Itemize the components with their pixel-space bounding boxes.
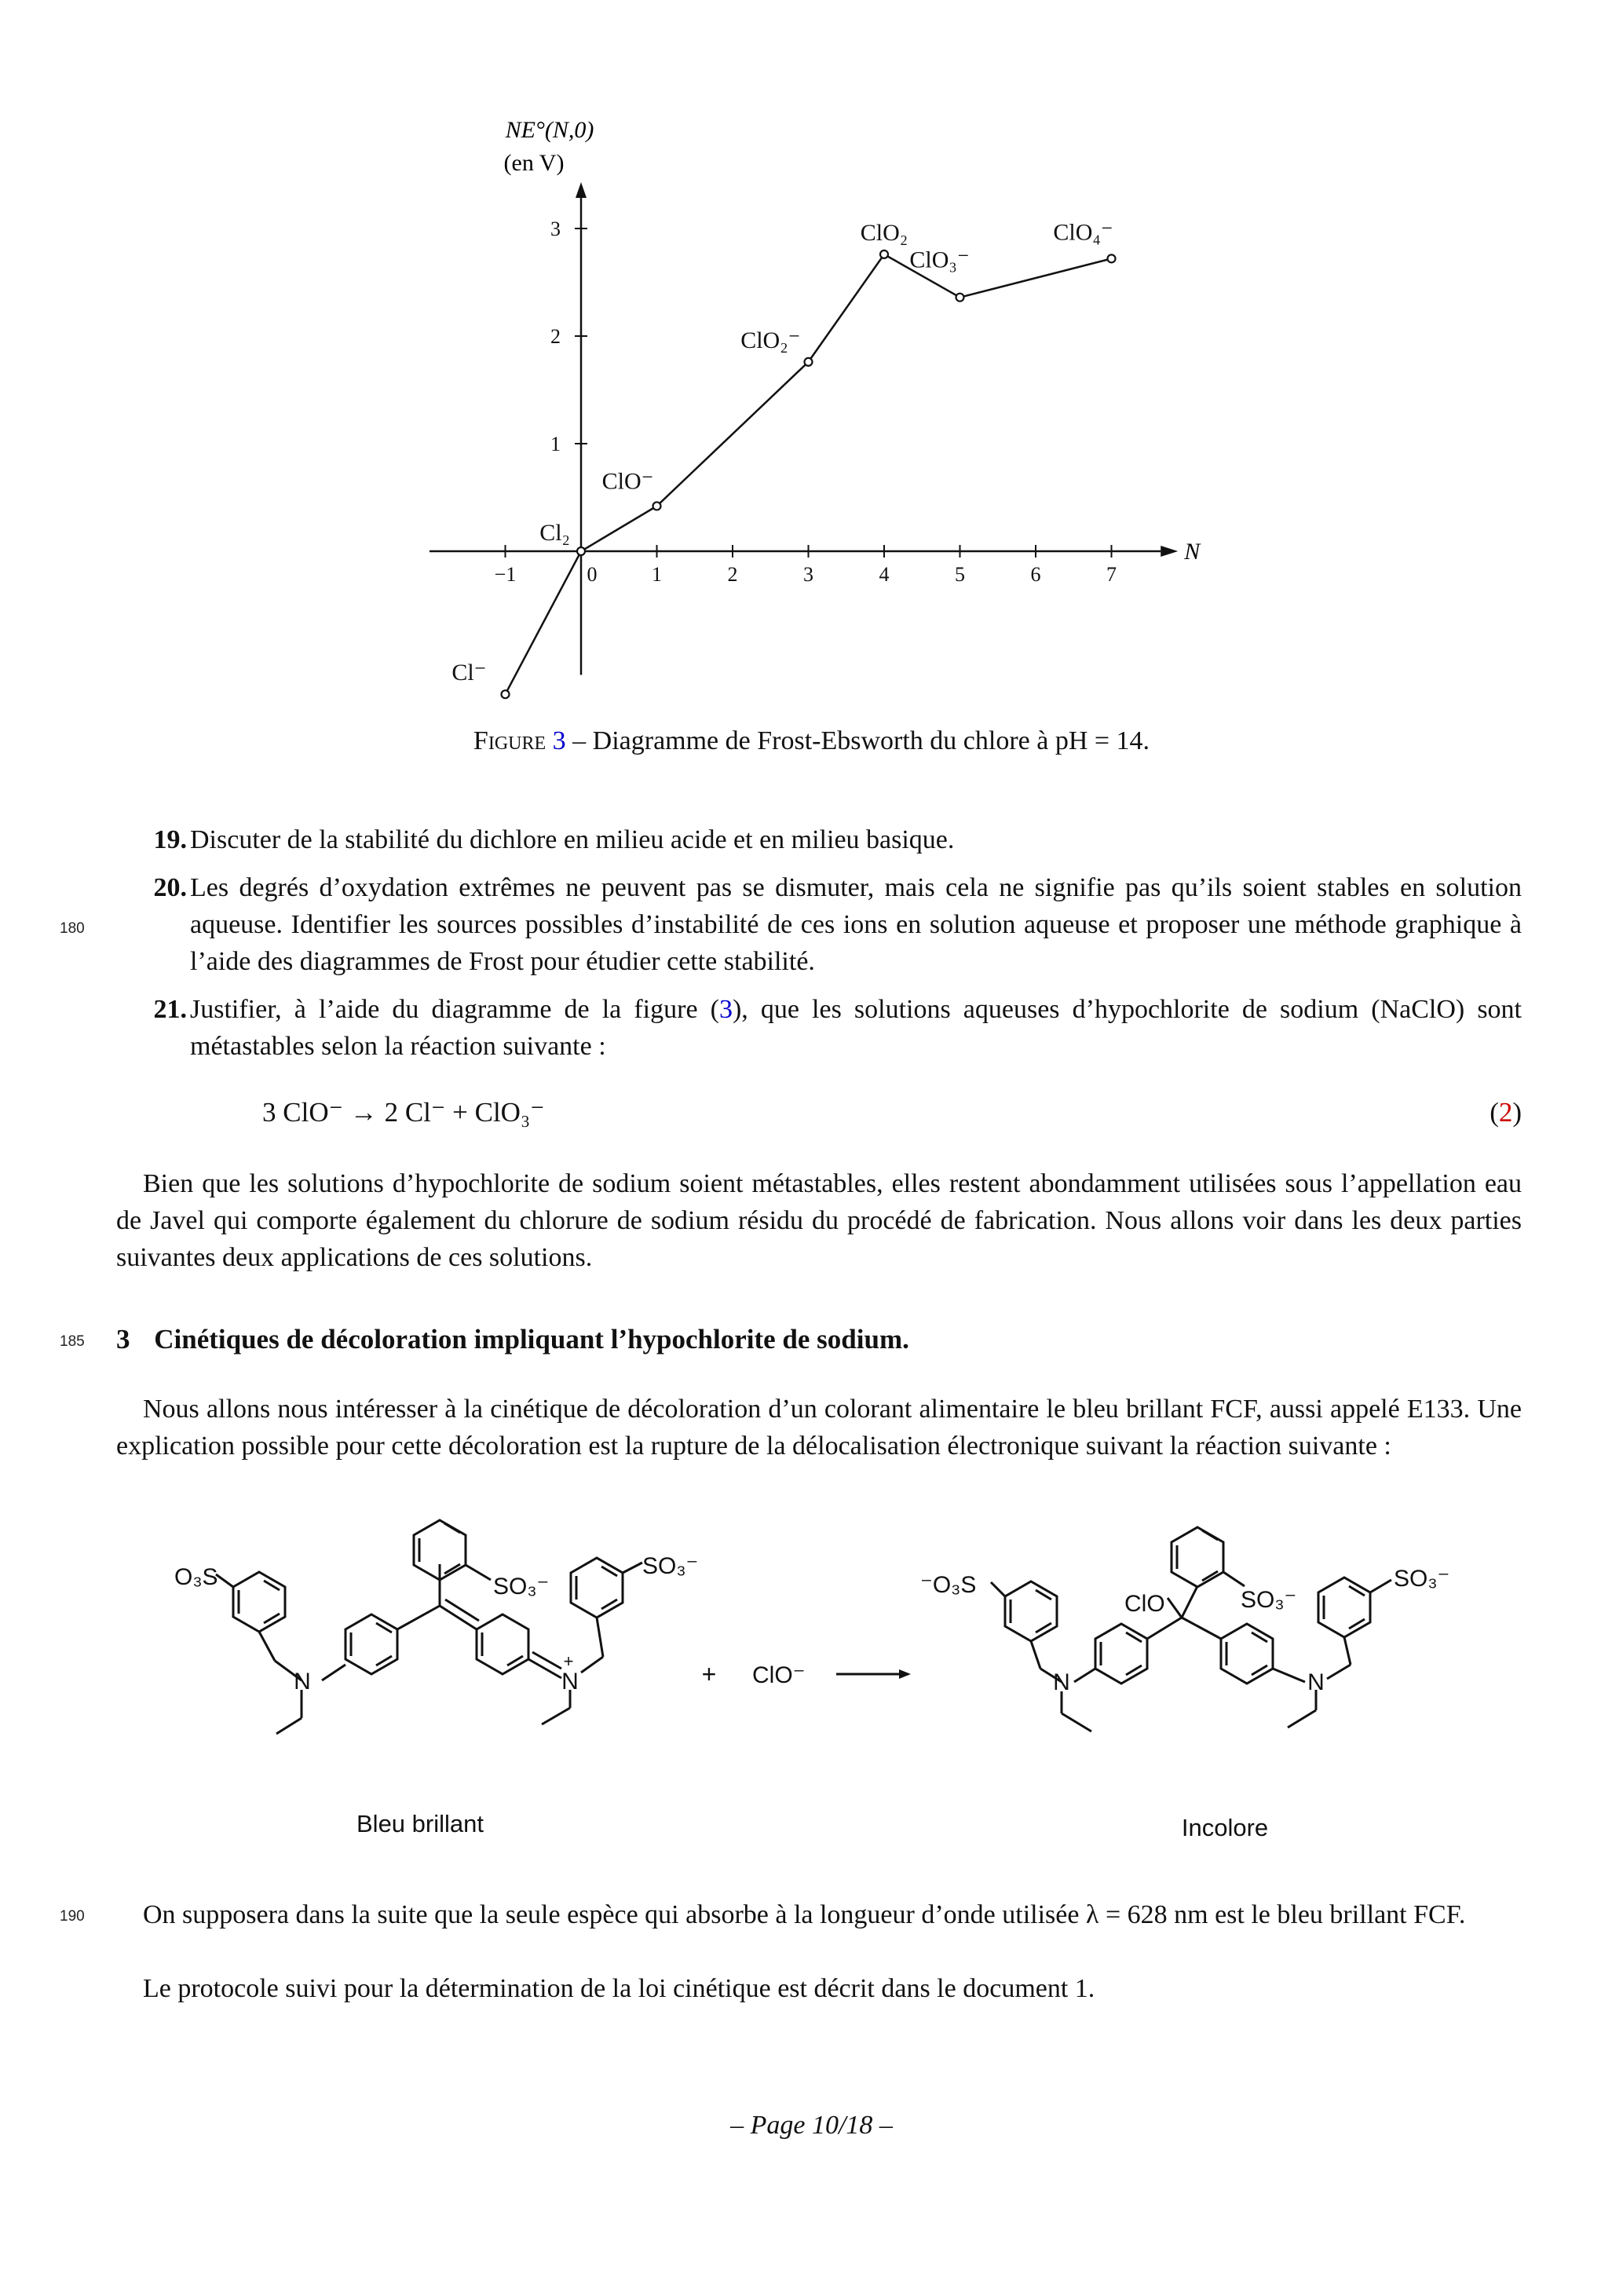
line-number: 185 xyxy=(60,1333,85,1350)
bond xyxy=(597,1618,603,1657)
benzene-ring xyxy=(1221,1624,1273,1684)
x-tick-label: −1 xyxy=(494,563,517,586)
paragraph-javel: Bien que les solutions d’hypochlorite de sodium soient métastables, elles restent abondamment utilisées sous l’appellation eau de Javel qui comporte également du chlorure de sodium résidu du procédé de fabrication. Nous allons voir dans les deux parties suivantes deux applications de ces solutions. xyxy=(116,1169,1522,1272)
data-point xyxy=(956,294,964,302)
data-point xyxy=(577,547,585,555)
bond xyxy=(1288,1710,1316,1727)
data-label: ClO₂ xyxy=(860,219,908,246)
question-number: 19. xyxy=(153,825,187,854)
data-point xyxy=(805,358,813,366)
positive-charge: + xyxy=(563,1651,574,1671)
bond xyxy=(466,1565,491,1580)
product-structure xyxy=(920,1527,1449,1731)
y-axis-unit: (en V) xyxy=(503,150,565,176)
plus-sign: + xyxy=(701,1660,717,1688)
y-tick-label: 1 xyxy=(550,433,561,455)
bond xyxy=(397,1606,440,1629)
reaction-scheme xyxy=(0,1508,1623,1853)
x-tick-label: 1 xyxy=(652,563,662,586)
x-tick-label: 0 xyxy=(587,563,598,586)
figure-caption-label: Figure xyxy=(473,726,546,755)
figure-caption-number[interactable]: 3 xyxy=(552,726,566,755)
data-point xyxy=(502,690,510,698)
data-point xyxy=(880,250,888,258)
bond xyxy=(216,1574,233,1587)
bond xyxy=(542,1708,570,1724)
question-19 xyxy=(116,821,1522,858)
bond xyxy=(1223,1572,1245,1586)
hypochlorite-reagent: ClO⁻ xyxy=(752,1662,806,1688)
x-axis-arrow xyxy=(1161,546,1178,557)
data-label: ClO₃⁻ xyxy=(909,247,970,273)
bond xyxy=(1273,1669,1305,1682)
so3-group: ⁻O₃S xyxy=(920,1572,977,1598)
frost-curve xyxy=(506,254,1112,694)
figure-caption xyxy=(0,724,1623,759)
question-number: 20. xyxy=(153,873,187,902)
chart-series xyxy=(451,219,1115,698)
bond xyxy=(1147,1618,1182,1639)
bond xyxy=(1062,1713,1091,1731)
bond xyxy=(276,1718,302,1734)
equation-2: 3 ClO⁻ → 2 Cl⁻ + ClO₃⁻ xyxy=(262,1097,545,1128)
nitrogen-atom: N xyxy=(294,1669,311,1695)
bond xyxy=(259,1632,275,1661)
section-number: 3 xyxy=(116,1324,130,1355)
data-label: Cl⁻ xyxy=(451,660,487,686)
product-label: Incolore xyxy=(1181,1814,1269,1841)
bond xyxy=(440,1606,477,1629)
data-label: ClO⁻ xyxy=(601,468,654,495)
y-tick-label: 3 xyxy=(550,218,561,240)
question-text-a: Justifier, à l’aide du diagramme de la figure ( xyxy=(190,995,719,1024)
question-20 xyxy=(116,869,1522,980)
y-axis-label xyxy=(504,117,594,176)
question-number: 21. xyxy=(153,995,187,1024)
figure-reference-link[interactable]: 3 xyxy=(718,995,733,1024)
bond xyxy=(528,1659,561,1678)
bond xyxy=(623,1563,642,1573)
so3-group: SO₃⁻ xyxy=(1394,1566,1450,1592)
bond xyxy=(581,1657,603,1673)
x-tick-label: 5 xyxy=(955,563,965,586)
x-tick-label: 2 xyxy=(727,563,738,586)
chart-axes xyxy=(430,182,1178,675)
benzene-ring xyxy=(571,1558,623,1618)
bond xyxy=(1182,1618,1221,1639)
page-footer: – Page 10/18 – xyxy=(730,2111,893,2140)
x-tick-label: 7 xyxy=(1106,563,1117,586)
data-point xyxy=(1108,254,1116,262)
data-label: ClO₄⁻ xyxy=(1053,219,1113,246)
benzene-ring xyxy=(1172,1527,1223,1587)
x-axis-title: N xyxy=(1184,539,1201,565)
quinoid-ring xyxy=(477,1614,528,1674)
nitrogen-atom: N xyxy=(1307,1669,1325,1695)
double-bond xyxy=(1202,1530,1218,1540)
data-label: Cl₂ xyxy=(539,520,570,546)
benzene-ring xyxy=(1318,1578,1370,1637)
bond xyxy=(1182,1586,1197,1618)
double-bond xyxy=(444,1523,460,1533)
paragraph-kinetics-intro: Nous allons nous intéresser à la cinétique de décoloration d’un colorant alimentaire le bleu brillant FCF, aussi appelé E133. Une explication possible pour cette décoloration est la rupture de la délocalisation électronique suivant la réaction suivante : xyxy=(116,1395,1522,1461)
figure-caption-text: Diagramme de Frost-Ebsworth du chlore à pH = 14. xyxy=(592,726,1150,755)
benzene-ring xyxy=(1095,1624,1147,1684)
paragraph-absorbance: On supposera dans la suite que la seule espèce qui absorbe à la longueur d’onde utilisée λ = 628 nm est le bleu brillant FCF. xyxy=(143,1900,1466,1929)
question-text xyxy=(190,991,1522,1065)
question-text-b: ), que les solutions aqueuses d’hypochlorite de sodium (NaClO) sont métastables selon la réaction suivante : xyxy=(190,995,1522,1061)
line-number: 190 xyxy=(60,1908,85,1925)
data-point xyxy=(653,502,661,510)
clo-substituent: ClO xyxy=(1124,1591,1165,1617)
line-number: 180 xyxy=(60,920,85,937)
equation-number-open: ( xyxy=(1490,1097,1499,1128)
benzene-ring xyxy=(233,1572,285,1632)
benzene-ring xyxy=(345,1614,397,1674)
reactant-structure xyxy=(174,1520,698,1734)
bond xyxy=(322,1665,345,1680)
bond xyxy=(1031,1641,1040,1669)
so3-group: SO₃⁻ xyxy=(642,1553,699,1579)
question-21 xyxy=(116,991,1522,1065)
benzene-ring xyxy=(1005,1581,1057,1641)
question-text: Les degrés d’oxydation extrêmes ne peuvent pas se dismuter, mais cela ne signifie pas qu’ils soient stables en solution aqueuse. Identifier les sources possibles d’instabilité de ces ions en solution aqueuse et proposer une méthode graphique à l’aide des diagrammes de Frost pour étudier cette stabilité. xyxy=(190,873,1522,976)
data-label: ClO₂⁻ xyxy=(740,327,801,353)
equation-number xyxy=(1490,1094,1522,1131)
y-tick-label: 2 xyxy=(550,325,561,348)
so3-group: SO₃⁻ xyxy=(1241,1587,1297,1613)
figure-caption-sep: – xyxy=(565,726,593,755)
x-tick-label: 3 xyxy=(803,563,813,586)
section-heading xyxy=(116,1324,909,1355)
bond xyxy=(991,1582,1005,1596)
nitrogen-atom: N xyxy=(561,1669,579,1695)
bond xyxy=(1370,1580,1391,1592)
chart-ticks xyxy=(495,218,1117,586)
x-tick-label: 6 xyxy=(1030,563,1041,586)
reaction-arrow xyxy=(836,1669,911,1679)
double-bond xyxy=(532,1652,561,1669)
bond xyxy=(1074,1669,1095,1682)
equation-number-close: ) xyxy=(1512,1097,1522,1128)
double-bond xyxy=(445,1600,479,1621)
so3-group: O₃S xyxy=(174,1564,218,1590)
question-text: Discuter de la stabilité du dichlore en milieu acide et en milieu basique. xyxy=(190,825,955,854)
bond xyxy=(1327,1665,1351,1679)
reactant-label: Bleu brillant xyxy=(356,1810,484,1837)
paragraph-protocol: Le protocole suivi pour la détermination de la loi cinétique est décrit dans le document 1. xyxy=(143,1974,1095,2003)
y-axis-title: NE°(N,0) xyxy=(505,117,594,143)
so3-group: SO₃⁻ xyxy=(493,1574,550,1600)
equation-number-link[interactable]: 2 xyxy=(1498,1097,1513,1128)
section-title: Cinétiques de décoloration impliquant l’hypochlorite de sodium. xyxy=(154,1324,909,1355)
y-axis-arrow xyxy=(576,182,587,198)
bond xyxy=(1344,1637,1351,1665)
nitrogen-atom: N xyxy=(1053,1669,1070,1695)
x-tick-label: 4 xyxy=(879,563,890,586)
bond xyxy=(1168,1598,1182,1618)
frost-diagram xyxy=(0,0,1623,707)
